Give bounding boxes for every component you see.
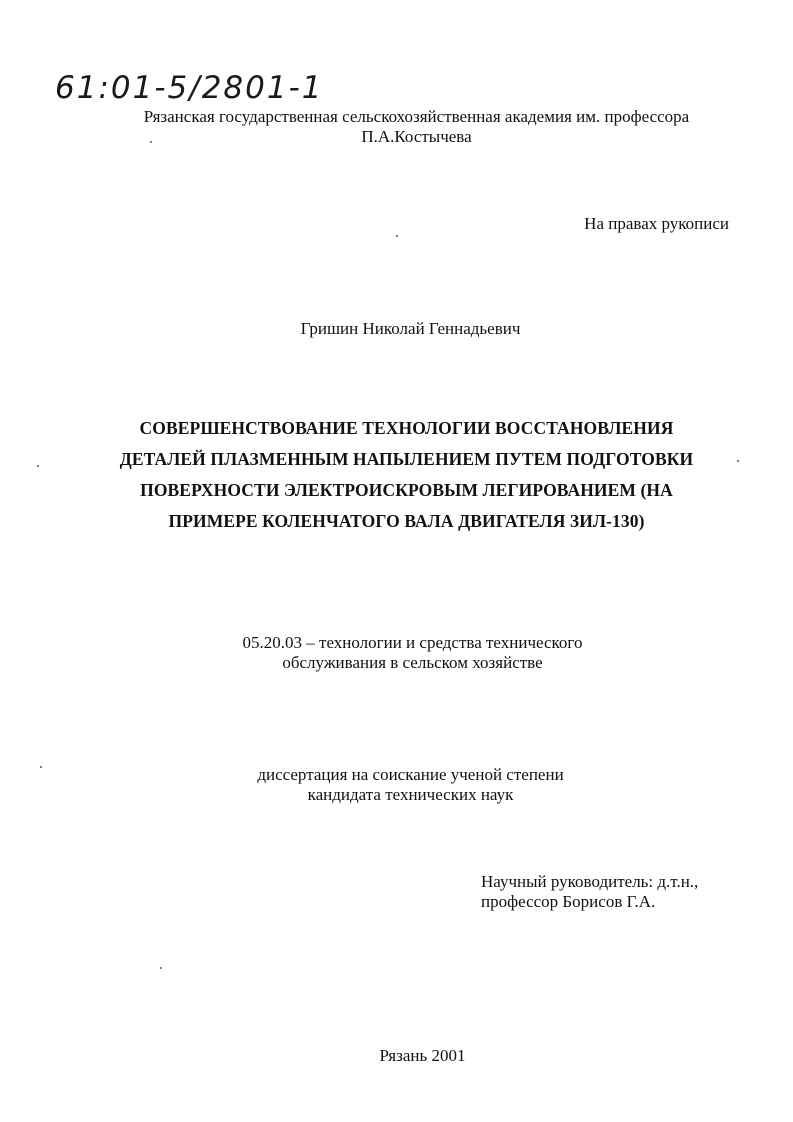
scan-speck [737,460,739,462]
scan-speck [150,141,152,143]
degree-statement [14,765,793,805]
institution-name [20,107,793,147]
supervisor-line-1: Научный руководитель: д.т.н., [481,872,699,891]
thesis-title [10,413,793,537]
scan-speck [160,967,162,969]
degree-line-2: кандидата технических наук [307,785,514,804]
title-line-3: ПОВЕРХНОСТИ ЭЛЕКТРОИСКРОВЫМ ЛЕГИРОВАНИЕМ (НА [140,480,673,500]
city-and-year: Рязань 2001 [379,1046,466,1065]
author-name: Гришин Николай Геннадьевич [300,319,521,338]
manuscript-rights-note: На правах рукописи [584,214,729,233]
title-line-2: ДЕТАЛЕЙ ПЛАЗМЕННЫМ НАПЫЛЕНИЕМ ПУТЕМ ПОДГОТОВКИ [119,449,694,469]
title-line-4: ПРИМЕРЕ КОЛЕНЧАТОГО ВАЛА ДВИГАТЕЛЯ ЗИЛ-130) [168,511,645,531]
title-line-1: СОВЕРШЕНСТВОВАНИЕ ТЕХНОЛОГИИ ВОССТАНОВЛЕНИЯ [139,418,674,438]
scan-speck [40,766,42,768]
supervisor-line-2: профессор Борисов Г.А. [481,892,656,911]
institution-line-2: П.А.Костычева [361,127,472,146]
handwritten-archive-number: 61:01-5/2801-1 [55,70,324,106]
scan-speck [37,465,39,467]
scan-speck [396,235,398,237]
specialty-line-2: обслуживания в сельском хозяйстве [282,653,543,672]
scientific-supervisor [481,872,698,912]
specialty-line-1: 05.20.03 – технологии и средства технического [242,633,583,652]
degree-line-1: диссертация на соискание ученой степени [257,765,564,784]
specialty-code [16,633,793,673]
institution-line-1: Рязанская государственная сельскохозяйственная академия им. профессора [143,107,690,126]
